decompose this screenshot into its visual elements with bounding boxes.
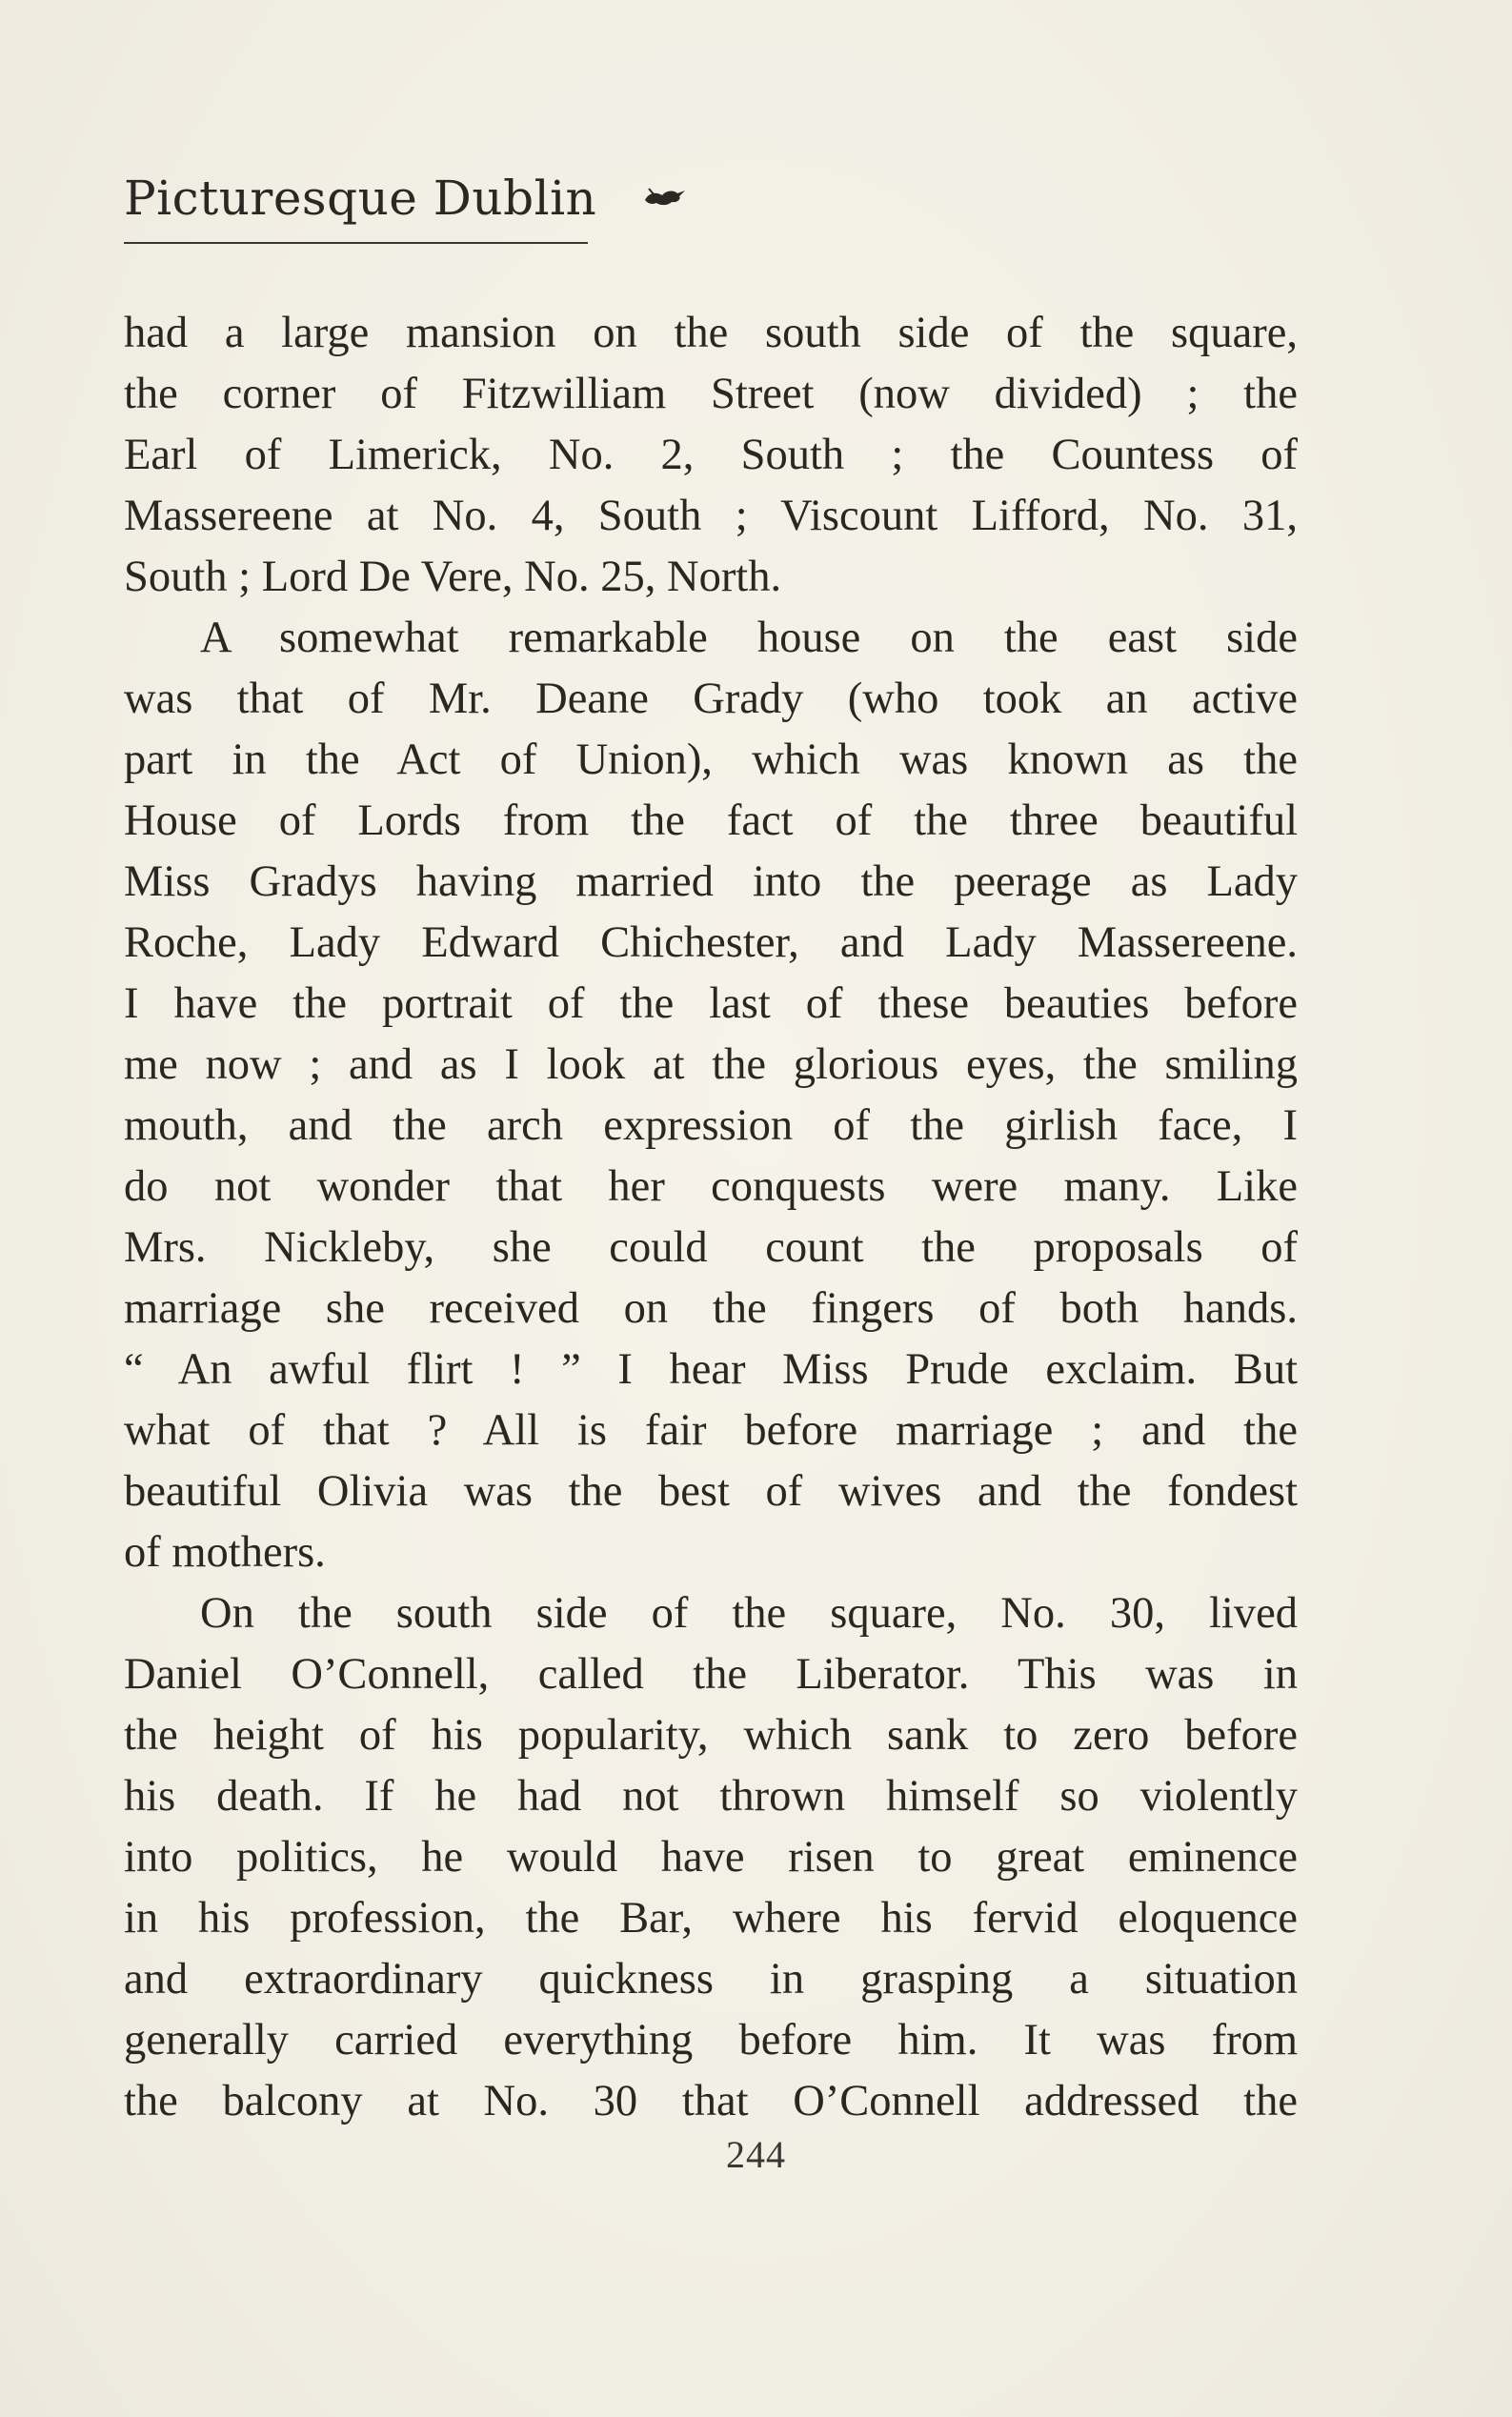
text-line: mouth, and the arch expression of the girlish face, I [124,1101,1298,1150]
text-line: generally carried everything before him. It was from [124,2016,1298,2065]
text-line: part in the Act of Union), which was known as the [124,735,1298,784]
text-line: of mothers. [124,1528,326,1577]
text-line: Mrs. Nickleby, she could count the proposals of [124,1223,1298,1272]
text-line: marriage she received on the fingers of both hands. [124,1284,1298,1333]
text-line: I have the portrait of the last of these beauties before [124,979,1298,1028]
text-line: Roche, Lady Edward Chichester, and Lady Massereene. [124,918,1298,967]
hand-pointer-ornament-icon [643,183,687,211]
text-line: Earl of Limerick, No. 2, South ; the Countess of [124,431,1298,479]
text-line: Massereene at No. 4, South ; Viscount Lifford, No. 31, [124,492,1298,540]
text-line: do not wonder that her conquests were many. Like [124,1162,1298,1211]
text-line: me now ; and as I look at the glorious eyes, the smiling [124,1040,1298,1089]
text-line: Daniel O’Connell, called the Liberator. This was in [124,1650,1298,1699]
text-line: beautiful Olivia was the best of wives and the fondest [124,1467,1298,1516]
text-line: the corner of Fitzwilliam Street (now divided) ; the [124,370,1298,418]
text-line: Miss Gradys having married into the peerage as Lady [124,857,1298,906]
running-header [124,170,600,246]
text-line: in his profession, the Bar, where his fervid eloquence [124,1894,1298,1943]
text-line: was that of Mr. Deane Grady (who took an active [124,675,1298,723]
body-text [124,303,1298,2132]
header-rule [124,242,588,244]
text-line: A somewhat remarkable house on the east side [200,614,1298,662]
text-line: what of that ? All is fair before marriage ; and the [124,1406,1298,1455]
page-number: 244 [726,2133,786,2176]
text-line: House of Lords from the fact of the three beautiful [124,796,1298,845]
text-line: the height of his popularity, which sank to zero before [124,1711,1298,1760]
text-line: the balcony at No. 30 that O’Connell addressed the [124,2077,1298,2125]
text-line: South ; Lord De Vere, No. 25, North. [124,553,782,601]
text-line: his death. If he had not thrown himself so violently [124,1772,1298,1821]
text-line: into politics, he would have risen to great eminence [124,1833,1298,1882]
running-header-title: Picturesque Dublin [124,171,597,226]
text-line: On the south side of the square, No. 30, lived [200,1589,1298,1638]
text-line: “ An awful flirt ! ” I hear Miss Prude exclaim. But [124,1345,1298,1394]
text-line: and extraordinary quickness in grasping a situation [124,1955,1298,2004]
text-line: had a large mansion on the south side of the square, [124,309,1298,357]
